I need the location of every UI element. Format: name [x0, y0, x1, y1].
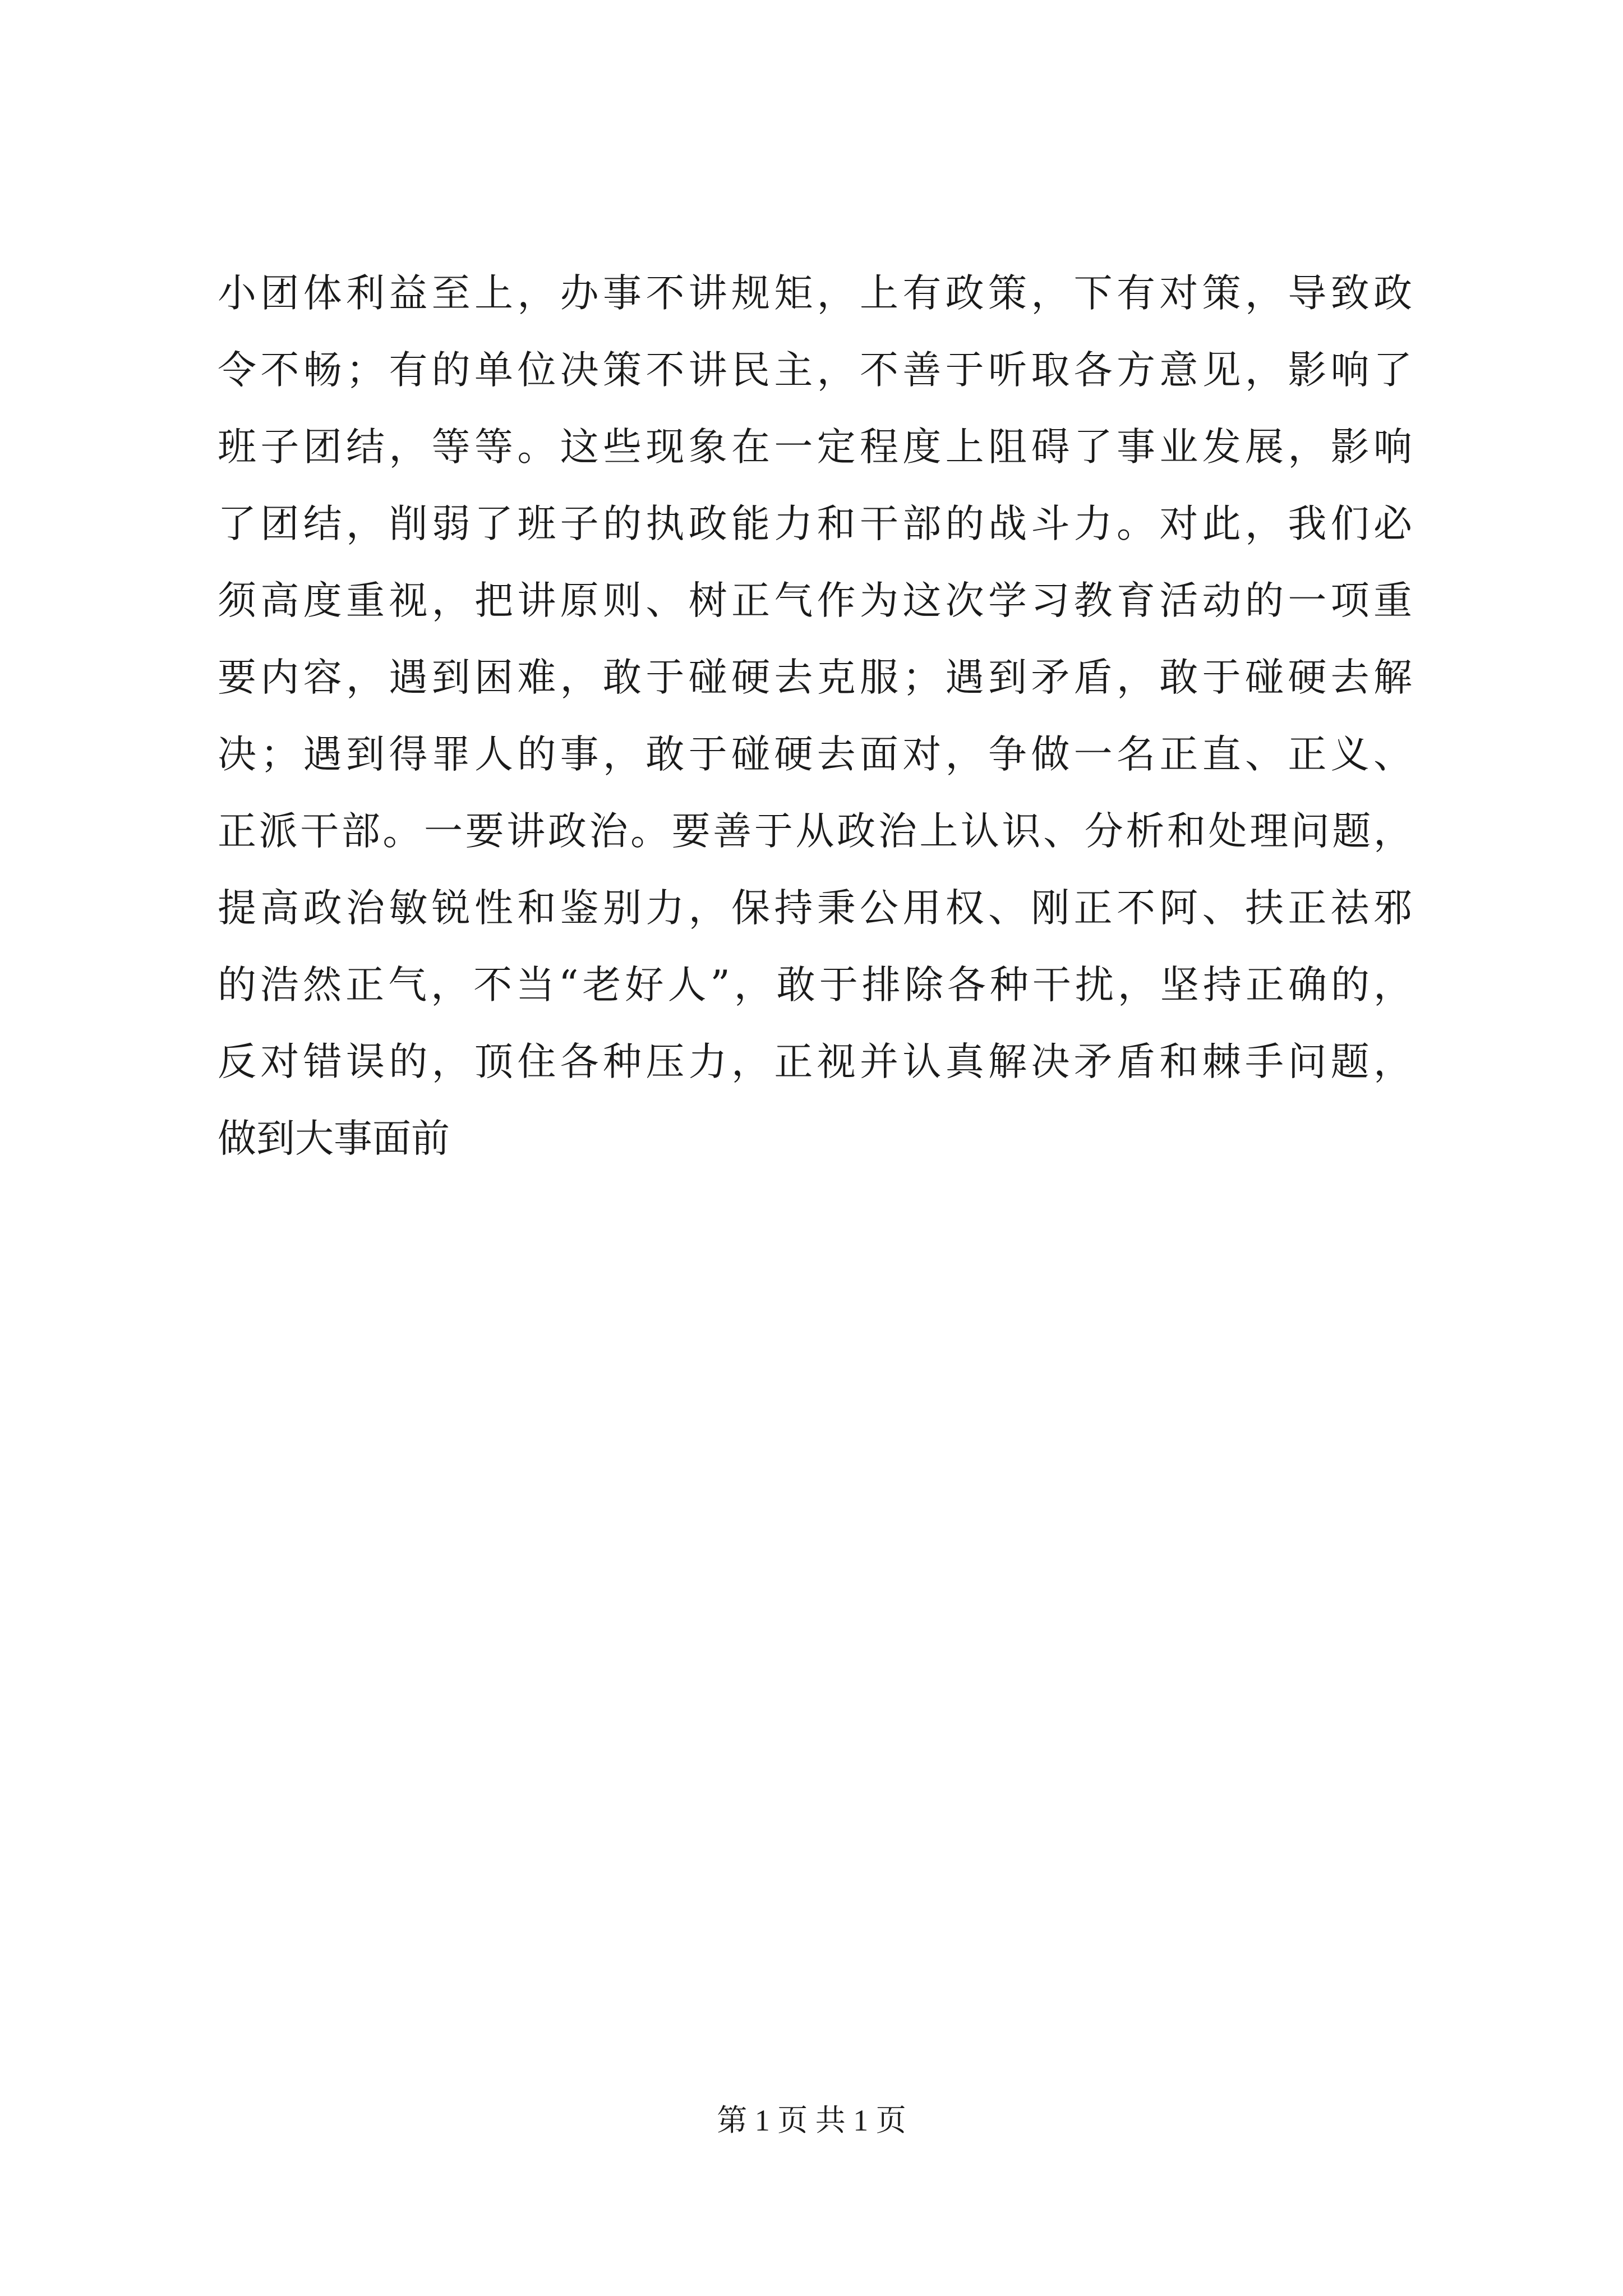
- text-line: 反对错误的，顶住各种压力，正视并认真解决矛盾和棘手问题，: [218, 1039, 1412, 1084]
- text-line: 须高度重视，把讲原则、树正气作为这次学习教育活动的一项重: [218, 578, 1412, 623]
- text-line: 提高政治敏锐性和鉴别力，保持秉公用权、刚正不阿、扶正祛邪: [218, 886, 1412, 931]
- text-line: 的浩然正气，不当“老好人”，敢于排除各种干扰，坚持正确的，: [218, 963, 1412, 1007]
- text-line: 要内容，遇到困难，敢于碰硬去克服；遇到矛盾，敢于碰硬去解: [218, 655, 1412, 700]
- text-line: 令不畅；有的单位决策不讲民主，不善于听取各方意见，影响了: [218, 348, 1412, 393]
- text-line: 了团结，削弱了班子的执政能力和干部的战斗力。对此，我们必: [218, 501, 1412, 546]
- body-text: [218, 255, 1412, 1177]
- text-line: 小团体利益至上，办事不讲规矩，上有政策，下有对策，导致政: [218, 271, 1412, 316]
- text-line: 班子团结，等等。这些现象在一定程度上阻碍了事业发展，影响: [218, 425, 1412, 470]
- page-footer: 第 1 页 共 1 页: [717, 2104, 906, 2137]
- text-line: 决；遇到得罪人的事，敢于碰硬去面对，争做一名正直、正义、: [218, 732, 1412, 777]
- text-line: 正派干部。一要讲政治。要善于从政治上认识、分析和处理问题，: [218, 809, 1412, 854]
- text-line-last: 做到大事面前: [218, 1116, 450, 1161]
